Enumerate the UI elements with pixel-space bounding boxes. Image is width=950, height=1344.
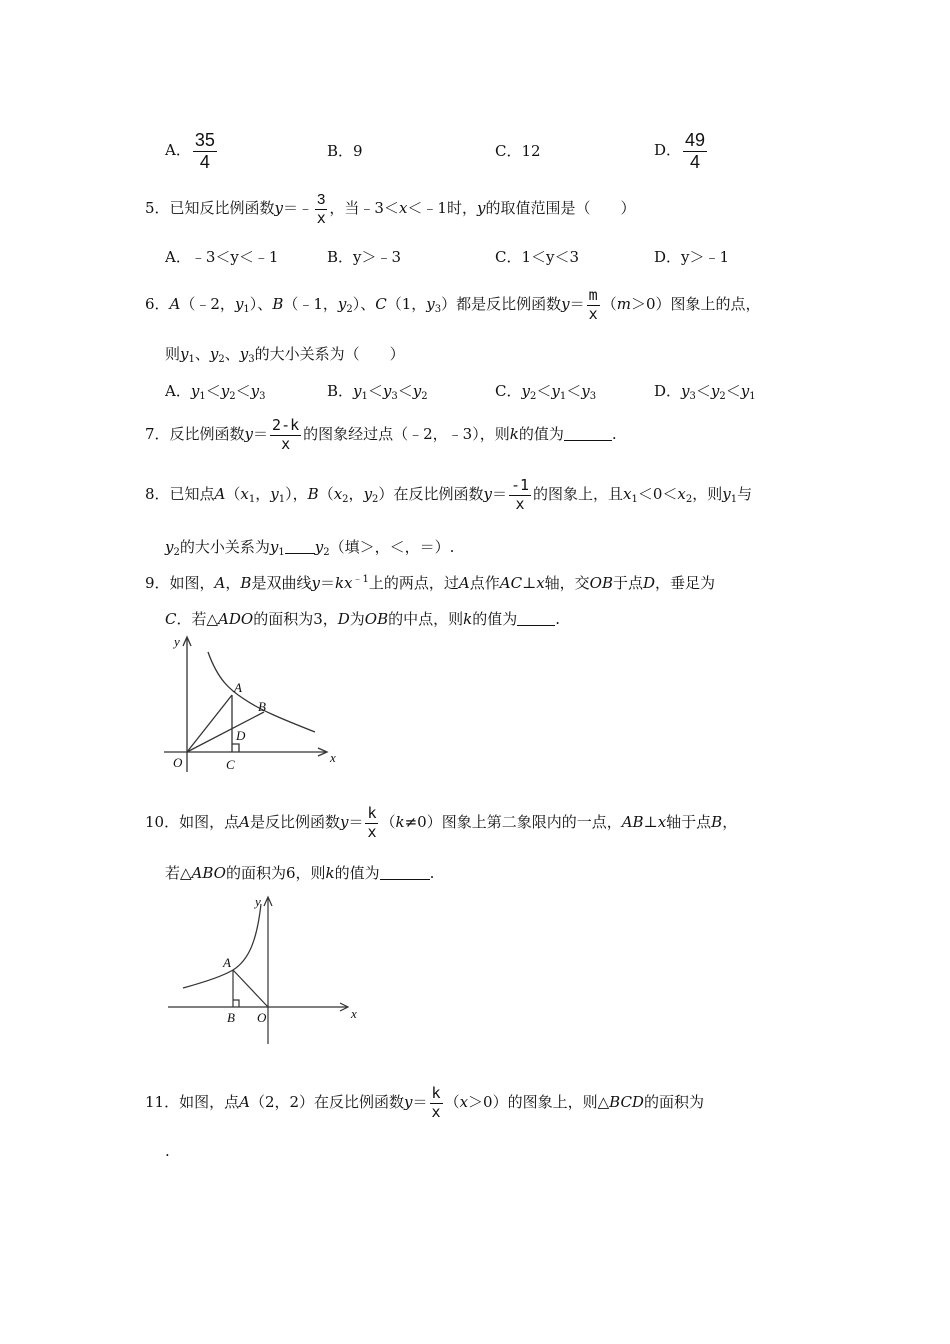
q10-end: . xyxy=(429,864,435,882)
q9-var-x: x xyxy=(536,574,545,592)
q10-var-k: k xyxy=(395,813,405,831)
q6-text: 则 xyxy=(165,345,181,363)
q6-opt-label: A． xyxy=(165,382,191,400)
q11-text: 的面积为 xyxy=(643,1093,704,1111)
q10-triangle: ABO xyxy=(191,864,226,882)
q6-sub: 1 xyxy=(188,354,195,365)
q10-numerator: k xyxy=(367,803,377,822)
q9-eq: ＝ xyxy=(319,574,335,592)
q8-text: ） xyxy=(378,485,394,503)
q8-eq: ＝ xyxy=(491,485,507,503)
q6-option-d xyxy=(654,380,756,402)
q10-axis-y-label: y xyxy=(255,894,261,909)
q11-stem-line1 xyxy=(145,1082,704,1122)
q6-opt-label: B． xyxy=(327,382,354,400)
q8-denominator: x xyxy=(515,494,525,513)
q9-point-d: D xyxy=(643,574,656,592)
q8-text: ＜0＜ xyxy=(637,485,678,503)
q6-lt: ＜ xyxy=(566,382,582,400)
q6-var-y: y xyxy=(681,382,690,400)
q9-axis-y-label: y xyxy=(174,634,180,649)
q6-var-y: y xyxy=(180,345,189,363)
q9-text: 的面积为3， xyxy=(253,610,338,628)
q4-d-denominator: 4 xyxy=(690,151,701,172)
q9-label-a: A xyxy=(234,680,242,695)
q9-point-c: C xyxy=(165,610,177,628)
q8-var-y: y xyxy=(314,538,324,556)
q9-stem-line2 xyxy=(165,608,560,629)
q9-text: ．若△ xyxy=(176,610,219,628)
q5-var-y: y xyxy=(476,199,486,217)
q6-option-c xyxy=(495,380,596,402)
q10-label-a: A xyxy=(223,955,231,970)
q6-sub: 1 xyxy=(559,391,567,402)
q9-segment-oa xyxy=(187,695,232,752)
q8-var-y: y xyxy=(363,485,373,503)
q8-var-x: x xyxy=(240,485,249,503)
q8-numerator: -1 xyxy=(510,475,530,494)
q6-lt: ＜ xyxy=(536,382,552,400)
q9-axis-x-label: x xyxy=(330,750,336,765)
q8-stem-line1: 8．已知点$A(x_1$，$y_1$），$B(x_2$，$y_2$）在反比例函数y＝ $\frac{-1}{x}$ 的图象上，且$x_1<0<x_2$，则$y_1$与 xyxy=(145,475,753,513)
q10-point-b: B xyxy=(711,813,723,831)
q11-text: 11．如图，点 xyxy=(145,1093,240,1111)
q8-text: （ xyxy=(225,485,241,503)
q10-var-k: k xyxy=(325,864,335,882)
q8-fraction xyxy=(509,475,531,513)
q6-text: （ xyxy=(601,295,617,313)
q5-eq: ＝﹣ xyxy=(283,199,314,217)
q6-sub: 2 xyxy=(719,391,726,402)
q7-var-y: y xyxy=(244,425,254,443)
q9-triangle: ADO xyxy=(218,610,254,628)
q7-text: 的图象经过点（﹣2，﹣3），则 xyxy=(303,425,510,443)
q11-stem-line2: . xyxy=(165,1142,170,1160)
q6-var-y: y xyxy=(209,345,219,363)
q6-point-a: A xyxy=(169,295,181,313)
q5-var-x: x xyxy=(398,199,408,217)
q6-sub: 2 xyxy=(421,391,428,402)
q6-var-y: y xyxy=(382,382,392,400)
q6-var-m: m xyxy=(616,295,631,313)
q6-fraction xyxy=(587,285,600,323)
q11-text: ＞0）的图象上，则△ xyxy=(468,1093,610,1111)
q11-eq: ＝ xyxy=(412,1093,428,1111)
q9-text: ， xyxy=(225,574,241,592)
q8-text: ， xyxy=(255,485,271,503)
q5-option-c: C．1＜y＜3 xyxy=(495,248,580,266)
q6-var-y: y xyxy=(710,382,720,400)
q6-lt: ＜ xyxy=(695,382,711,400)
q10-text: 若△ xyxy=(165,864,192,882)
q4-option-b: B．9 xyxy=(327,142,363,160)
q9-seg-ob: OB xyxy=(364,610,389,628)
q10-text: ， xyxy=(722,813,738,831)
q11-triangle: BCD xyxy=(609,1093,644,1111)
q6-lt: ＜ xyxy=(235,382,251,400)
q7-text: 的值为 xyxy=(518,425,564,443)
q8-text: 8．已知点 xyxy=(145,485,215,503)
q6-var-y: y xyxy=(190,382,200,400)
q6-var-y: y xyxy=(220,382,230,400)
q8-text: 的图象上，且 xyxy=(533,485,624,503)
q9-label-d: D xyxy=(236,728,246,743)
q11-fraction xyxy=(430,1083,443,1121)
q7-fraction xyxy=(270,415,301,453)
q5-text: ＜﹣1时， xyxy=(407,199,477,217)
q4-a-numerator: 35 xyxy=(194,129,215,150)
q6-sub: 1 xyxy=(749,391,756,402)
q9-label-b: B xyxy=(258,699,266,714)
q6-var-y: y xyxy=(740,382,750,400)
q6-var-y: y xyxy=(353,382,362,400)
q6-sub: 2 xyxy=(218,354,225,365)
q9-stem-line1 xyxy=(145,570,715,593)
q8-text: ，则 xyxy=(692,485,723,503)
q11-denominator: x xyxy=(431,1102,441,1121)
q6-sub: 3 xyxy=(248,354,255,365)
q4-a-denominator: 4 xyxy=(199,151,210,172)
q6-var-y: y xyxy=(581,382,590,400)
q6-sub: 3 xyxy=(589,391,597,402)
q6-var-y: y xyxy=(551,382,560,400)
q6-sub: 1 xyxy=(243,304,250,315)
q6-point-c: C xyxy=(375,295,387,313)
q6-text: ）都是反比例函数 xyxy=(441,295,562,313)
q9-var-y: y xyxy=(311,574,320,592)
q7-text: 7．反比例函数 xyxy=(145,425,245,443)
q6-sub: 1 xyxy=(199,391,206,402)
q7-denominator: x xyxy=(281,434,291,453)
q7-end: . xyxy=(611,425,617,443)
q6-option-a xyxy=(165,380,265,402)
q8-point-b: B xyxy=(307,485,319,503)
q6-var-y: y xyxy=(250,382,260,400)
q9-var-kx: kx xyxy=(334,574,353,592)
q9-end: . xyxy=(555,610,561,628)
q6-sub: 3 xyxy=(434,304,442,315)
q6-numerator: m xyxy=(588,285,598,304)
q11-point-a: A xyxy=(239,1093,250,1111)
q9-seg-ob: OB xyxy=(589,574,613,592)
q6-text: ）、 xyxy=(352,295,376,313)
q6-var-y: y xyxy=(234,295,244,313)
q4-option-d-fraction xyxy=(683,131,707,172)
q6-var-y: y xyxy=(412,382,422,400)
q9-exp: ﹣1 xyxy=(352,574,369,585)
q9-point-d: D xyxy=(337,610,350,628)
q9-text: 轴，交 xyxy=(544,574,590,592)
q10-fraction xyxy=(365,803,378,841)
q5-option-d: D．y＞﹣1 xyxy=(654,248,730,266)
q10-eq: ＝ xyxy=(348,813,364,831)
q8-text: ， xyxy=(348,485,364,503)
q10-right-angle xyxy=(233,1000,239,1007)
q6-text: ）、 xyxy=(249,295,273,313)
q6-sub: 3 xyxy=(259,391,266,402)
q6-opt-label: C． xyxy=(495,382,522,400)
q6-lt: ＜ xyxy=(367,382,383,400)
q4-option-c: C．12 xyxy=(495,142,541,160)
q6-text: （1， xyxy=(386,295,427,313)
q6-lt: ＜ xyxy=(725,382,741,400)
q10-text: 的值为 xyxy=(334,864,380,882)
q9-text: ，垂足为 xyxy=(655,574,716,592)
q4-option-a xyxy=(165,130,219,171)
q6-lt: ＜ xyxy=(397,382,413,400)
q11-var-y: y xyxy=(404,1093,413,1111)
q7-answer-blank[interactable] xyxy=(564,426,612,441)
q8-var-x: x xyxy=(333,485,343,503)
q10-text: 轴于点 xyxy=(666,813,712,831)
q8-text: 与 xyxy=(737,485,753,503)
q8-point-a: A xyxy=(214,485,226,503)
q6-var-y: y xyxy=(239,345,249,363)
q10-stem-line2 xyxy=(165,862,434,883)
q5-numerator: 3 xyxy=(317,190,326,208)
q10-answer-blank[interactable] xyxy=(380,865,430,880)
q8-var-x: x xyxy=(677,485,686,503)
q9-hyperbola xyxy=(208,652,315,732)
q8-text: （ xyxy=(318,485,334,503)
q9-seg-ac: AC xyxy=(499,574,523,592)
q6-var-y: y xyxy=(561,295,570,313)
q10-segment-ao xyxy=(233,970,268,1007)
q5-fraction xyxy=(315,192,327,227)
q6-var-y: y xyxy=(521,382,530,400)
q5-var-y: y xyxy=(274,199,284,217)
q10-text: 10．如图，点 xyxy=(145,813,240,831)
q4-option-d xyxy=(654,130,709,171)
q10-perp: ⊥ xyxy=(643,813,658,831)
q10-hyperbola xyxy=(183,904,261,988)
q9-text: 的中点，则 xyxy=(388,610,464,628)
q8-var-y: y xyxy=(483,485,492,503)
q11-var-x: x xyxy=(459,1093,469,1111)
q10-seg-ab: AB xyxy=(621,813,644,831)
q10-axis-x-label: x xyxy=(351,1006,357,1021)
q8-text: 在反比例函数 xyxy=(393,485,484,503)
q9-figure xyxy=(160,632,350,777)
q6-stem-line1 xyxy=(145,284,761,330)
q8-var-y: y xyxy=(722,485,731,503)
q6-sub: 3 xyxy=(391,391,398,402)
q6-sub: 2 xyxy=(229,391,236,402)
q9-text: 的值为 xyxy=(472,610,518,628)
q9-text: 于点 xyxy=(613,574,644,592)
q4-options xyxy=(165,130,765,174)
q6-var-y: y xyxy=(426,295,435,313)
q6-sub: 3 xyxy=(689,391,696,402)
q11-text: （ xyxy=(444,1093,460,1111)
q6-text: （﹣1， xyxy=(283,295,338,313)
q6-sub: 2 xyxy=(346,304,353,315)
q8-var-y: y xyxy=(270,485,279,503)
q7-var-k: k xyxy=(509,425,519,443)
q9-point-b: B xyxy=(240,574,252,592)
q9-point-a: A xyxy=(458,574,470,592)
q5-option-a: A．﹣3＜y＜﹣1 xyxy=(165,248,279,266)
q8-text: ， xyxy=(292,485,308,503)
q5-option-b: B．y＞﹣3 xyxy=(327,248,402,266)
q6-number: 6． xyxy=(145,295,170,313)
q9-segment-ob xyxy=(187,712,264,752)
q9-label-o: O xyxy=(173,755,183,770)
q9-perp: ⊥ xyxy=(522,574,537,592)
q9-right-angle xyxy=(232,744,239,752)
q10-label-b: B xyxy=(227,1010,235,1025)
q10-point-a: A xyxy=(239,813,250,831)
q10-denominator: x xyxy=(367,822,377,841)
q9-text: 上的两点，过 xyxy=(368,574,459,592)
q6-opt-label: D． xyxy=(654,382,682,400)
q9-answer-blank[interactable] xyxy=(517,611,555,626)
q9-label-c: C xyxy=(226,757,235,772)
q6-point-b: B xyxy=(272,295,284,313)
q7-eq: ＝ xyxy=(253,425,269,443)
q11-text: （2，2）在反比例函数 xyxy=(249,1093,405,1111)
q10-var-x: x xyxy=(657,813,667,831)
q6-sub: 2 xyxy=(529,391,537,402)
q6-text: ＞0）图象上的点， xyxy=(630,295,761,313)
q4-option-a-label: A． xyxy=(165,141,191,159)
q10-figure xyxy=(165,890,365,1050)
q8-answer-blank[interactable] xyxy=(285,539,315,554)
q7-numerator: 2-k xyxy=(272,415,300,434)
q8-var-x: x xyxy=(623,485,632,503)
q6-text: （﹣2， xyxy=(180,295,235,313)
q6-text: 的大小关系为（ ） xyxy=(254,345,405,363)
q5-stem xyxy=(145,188,635,228)
q8-stem-line2: $y_2$的大小关系为$y_1$ $y_2$（填＞，＜，＝）. xyxy=(165,538,455,558)
q10-var-y: y xyxy=(339,813,349,831)
q6-stem-line2 xyxy=(165,343,405,365)
q8-text: ） xyxy=(285,485,293,503)
q5-text: 的取值范围是（ ） xyxy=(485,199,636,217)
q6-lt: ＜ xyxy=(205,382,221,400)
q6-text: 、 xyxy=(194,345,210,363)
q9-text: 是双曲线 xyxy=(251,574,312,592)
q4-option-d-label: D． xyxy=(654,141,682,159)
q9-text: 点作 xyxy=(469,574,500,592)
q5-denominator: x xyxy=(316,208,326,227)
q10-text: 是反比例函数 xyxy=(249,813,340,831)
q8-var-y: y xyxy=(269,538,279,556)
q9-var-k: k xyxy=(463,610,473,628)
q9-text: 9．如图， xyxy=(145,574,215,592)
q10-text: ≠0）图象上第二象限内的一点， xyxy=(404,813,622,831)
q9-text: 为 xyxy=(349,610,365,628)
q6-eq: ＝ xyxy=(569,295,585,313)
q11-numerator: k xyxy=(431,1083,441,1102)
q5-text: ，当﹣3＜ xyxy=(329,199,399,217)
q10-stem-line1 xyxy=(145,802,737,842)
q9-point-a: A xyxy=(214,574,226,592)
q10-text: （ xyxy=(380,813,396,831)
q4-option-a-fraction xyxy=(193,131,217,172)
q7-stem xyxy=(145,414,617,454)
q8-var-y: y xyxy=(165,538,174,556)
q4-d-numerator: 49 xyxy=(685,129,706,150)
q6-sub: 1 xyxy=(361,391,368,402)
q8-text: 的大小关系为 xyxy=(179,538,270,556)
q6-text: 、 xyxy=(224,345,240,363)
q8-text: （填＞，＜，＝）. xyxy=(329,538,455,556)
q5-text: 5．已知反比例函数 xyxy=(145,199,275,217)
q6-option-b xyxy=(327,380,428,402)
q6-denominator: x xyxy=(588,304,598,323)
q10-text: 的面积为6，则 xyxy=(225,864,326,882)
q10-label-o: O xyxy=(257,1010,267,1025)
q6-var-y: y xyxy=(337,295,347,313)
